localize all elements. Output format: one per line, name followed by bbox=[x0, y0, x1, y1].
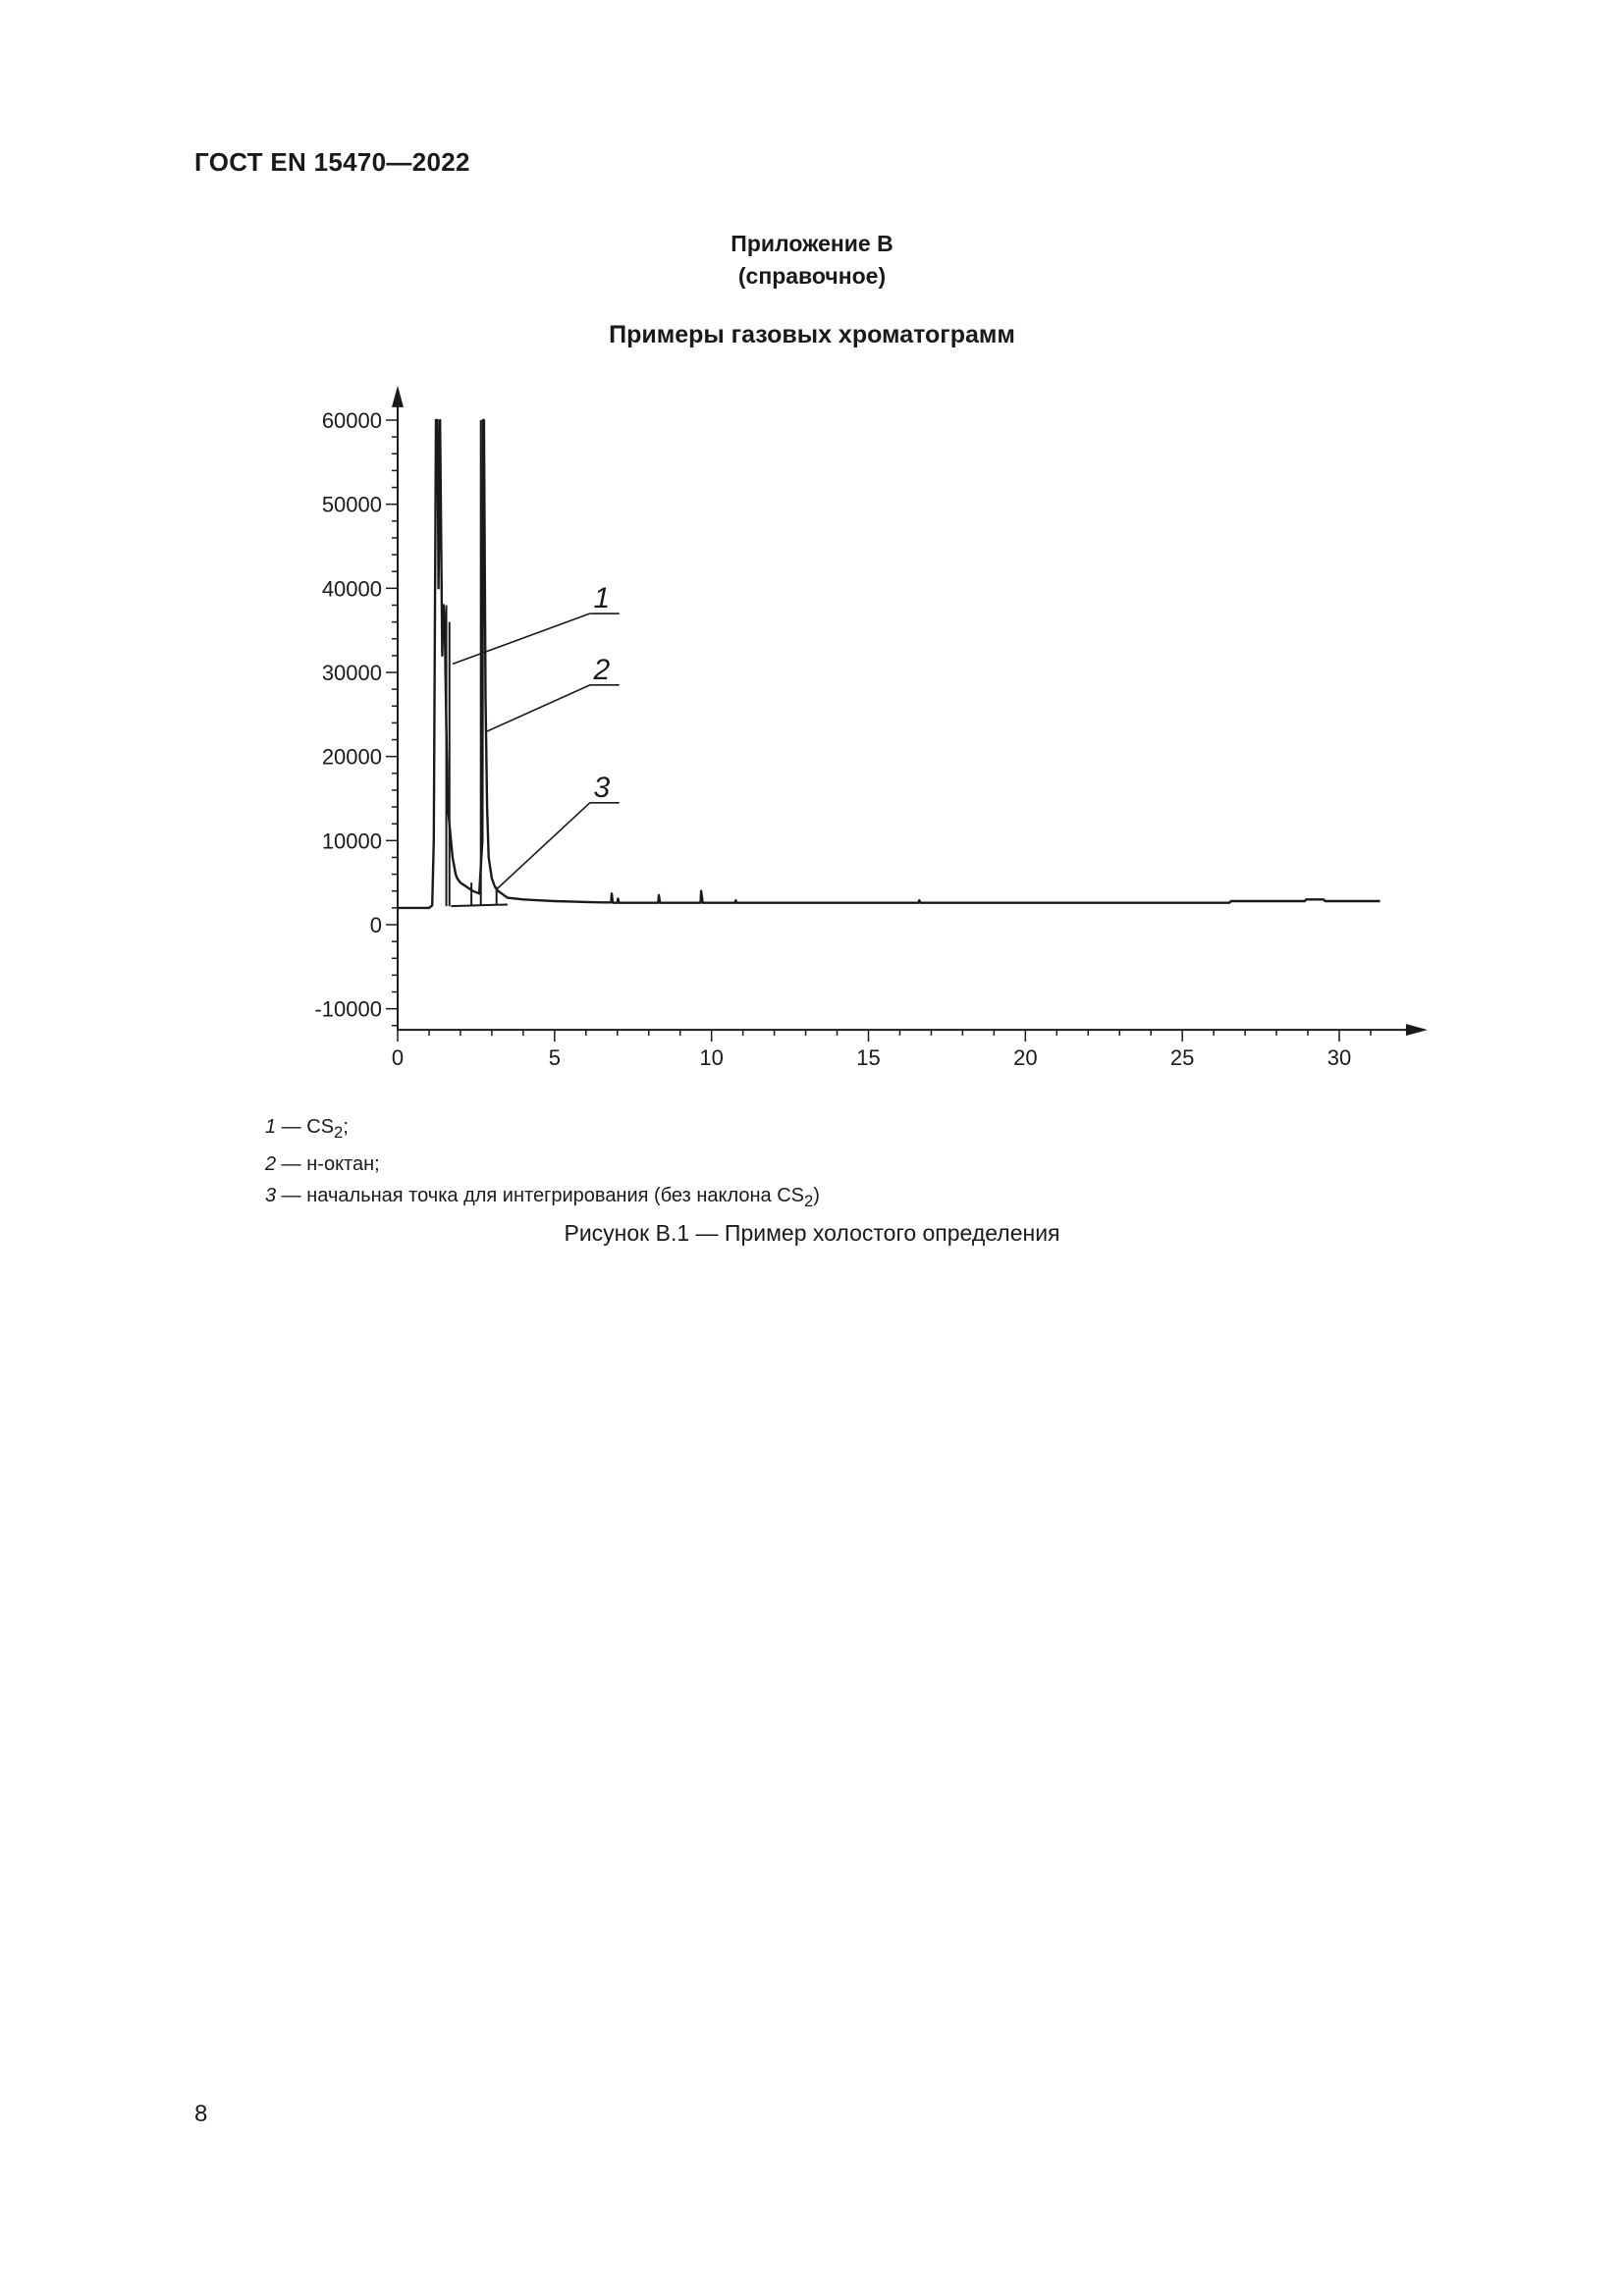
x-tick-label: 20 bbox=[1013, 1045, 1038, 1071]
x-axis-arrow bbox=[1406, 1024, 1428, 1036]
y-tick-label: 10000 bbox=[321, 828, 382, 854]
figure-heading: Примеры газовых хроматограмм bbox=[609, 321, 1015, 348]
legend-number: 1 bbox=[265, 1116, 277, 1138]
y-axis-arrow bbox=[392, 386, 404, 407]
y-tick-label: 20000 bbox=[321, 744, 382, 770]
figure-caption: Рисунок В.1 — Пример холостого определения bbox=[564, 1220, 1060, 1246]
legend-dash: — bbox=[276, 1116, 307, 1138]
annex-type: (справочное) bbox=[737, 263, 887, 289]
chart-ticks bbox=[386, 420, 1371, 1041]
x-tick-label: 5 bbox=[548, 1045, 561, 1071]
y-tick-label: 50000 bbox=[321, 492, 382, 517]
legend-item-2 bbox=[265, 1148, 820, 1180]
document-header: ГОСТ EN 15470—2022 bbox=[194, 147, 470, 177]
legend-text: начальная точка для интегрирования (без наклона CS bbox=[306, 1185, 805, 1206]
y-tick-label: 40000 bbox=[321, 576, 382, 602]
legend-item-3 bbox=[265, 1180, 820, 1217]
annotation-label: 2 bbox=[593, 653, 611, 686]
integration-line bbox=[451, 904, 508, 906]
x-tick-label: 25 bbox=[1169, 1045, 1195, 1071]
legend-number: 2 bbox=[265, 1153, 277, 1175]
legend-dash: — bbox=[276, 1153, 307, 1175]
legend-subscript: 2 bbox=[334, 1123, 344, 1142]
legend-text: CS bbox=[306, 1116, 335, 1138]
chart-annotations bbox=[453, 582, 620, 889]
page-number: 8 bbox=[194, 2101, 208, 2127]
y-tick-label: 60000 bbox=[321, 408, 382, 433]
chromatogram-chart bbox=[0, 0, 1624, 1109]
legend-tail: ; bbox=[343, 1116, 349, 1138]
y-tick-label: 30000 bbox=[321, 661, 382, 685]
legend-dash: — bbox=[276, 1185, 307, 1206]
legend-subscript: 2 bbox=[804, 1192, 814, 1210]
annotation-leader bbox=[487, 685, 590, 731]
legend-text: н-октан; bbox=[306, 1153, 380, 1175]
y-tick-label: 0 bbox=[369, 913, 382, 937]
annotation-label: 3 bbox=[593, 771, 611, 804]
chart-axes bbox=[392, 386, 1428, 1036]
y-tick-label: -10000 bbox=[314, 996, 382, 1022]
x-tick-label: 15 bbox=[856, 1045, 881, 1071]
annotation-leader bbox=[497, 803, 590, 889]
annex-title: Приложение В bbox=[731, 231, 893, 256]
x-tick-label: 30 bbox=[1326, 1045, 1352, 1071]
chart-tick-labels bbox=[314, 408, 1351, 1070]
legend-item-1 bbox=[265, 1111, 820, 1148]
legend-tail: ) bbox=[813, 1185, 820, 1206]
chromatogram-trace bbox=[398, 420, 1380, 908]
legend-number: 3 bbox=[265, 1185, 277, 1206]
x-tick-label: 0 bbox=[391, 1045, 405, 1071]
annotation-leader bbox=[453, 614, 590, 664]
chart-plot bbox=[398, 420, 1380, 908]
x-tick-label: 10 bbox=[699, 1045, 724, 1071]
figure-legend bbox=[265, 1111, 820, 1217]
annotation-label: 1 bbox=[593, 582, 611, 615]
